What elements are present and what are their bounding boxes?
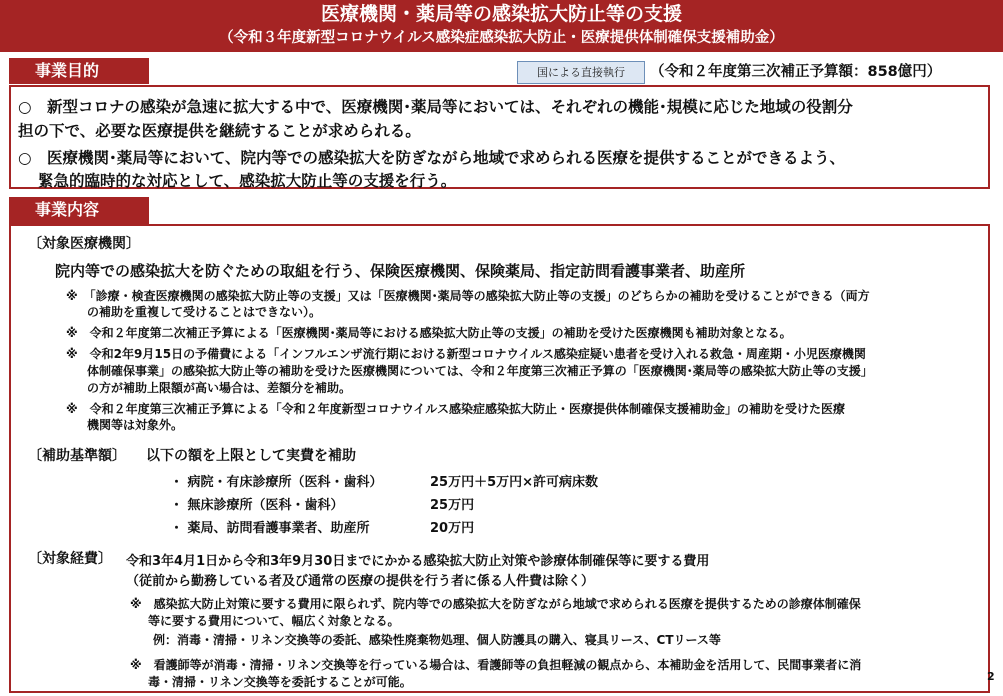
page-title: 医療機関・薬局等の感染拡大防止等の支援	[320, 3, 682, 25]
target-note: ※ 令和２年度第三次補正予算による「令和２年度新型コロナウイルス感染症感染拡大防止・医療提供体制確保支援補助金」の補助を受けた医療	[66, 402, 845, 416]
expenses-note: 等に要する費用について、幅広く対象となる。	[148, 614, 400, 628]
expenses-note: 毒・清掃・リネン交換等を委託することが可能。	[148, 675, 412, 689]
purpose-line: ○ 医療機関･薬局等において、院内等での感染拡大を防ぎながら地域で求められる医療を提供することができるよう、	[18, 149, 845, 167]
expenses-heading: 〔対象経費〕	[28, 551, 112, 567]
page-subtitle: （令和３年度新型コロナウイルス感染症感染拡大防止・医療提供体制確保支援補助金）	[219, 30, 784, 46]
target-note: 体制確保事業」の感染拡大防止等の補助を受けた医療機関については、令和２年度第三次補正予算の「医療機関･薬局等の感染拡大防止等の支援」	[87, 364, 873, 378]
target-heading: 〔対象医療機関〕	[28, 236, 140, 252]
expenses-main: 令和3年4月1日から令和3年9月30日までにかかる感染拡大防止対策や診療体制確保等に要する費用	[126, 554, 710, 569]
page-header	[0, 0, 1003, 52]
target-note: の方が補助上限額が高い場合は、差額分を補助。	[87, 381, 352, 395]
purpose-line: 担の下で、必要な医療提供を継続することが求められる。	[18, 122, 421, 140]
target-note: ※ 令和２年度第二次補正予算による「医療機関･薬局等における感染拡大防止等の支援」の補助を受けた医療機関も補助対象となる。	[66, 326, 792, 340]
purpose-tag: 事業目的	[9, 58, 149, 84]
direct-execution-label: 国による直接執行	[517, 61, 645, 84]
target-note: ※ 「診療・検査医療機関の感染拡大防止等の支援」又は「医療機関･薬局等の感染拡大防止等の支援」のどちらかの補助を受けることができる（両方	[66, 289, 870, 303]
subsidy-intro: 以下の額を上限として実費を補助	[146, 448, 356, 464]
expenses-note: ※ 看護師等が消毒・清掃・リネン交換等を行っている場合は、看護師等の負担軽減の観点から、本補助金を活用して、民間事業者に消	[130, 658, 862, 672]
subsidy-heading: 〔補助基準額〕	[28, 448, 126, 464]
purpose-line: ○ 新型コロナの感染が急速に拡大する中で、医療機関･薬局等においては、それぞれの機能･規模に応じた地域の役割分	[18, 98, 853, 116]
target-note: の補助を重複して受けることはできない）。	[87, 305, 322, 319]
budget-text: （令和２年度第三次補正予算額：858億円）	[650, 64, 942, 80]
expenses-example: 例：消毒・清掃・リネン交換等の委託、感染性廃棄物処理、個人防護具の購入、寝具リース、CTリース等	[153, 633, 721, 647]
subsidy-item-label: ・ 無床診療所（医科・歯科）	[170, 498, 344, 513]
subsidy-item-label: ・ 病院・有床診療所（医科・歯科）	[170, 475, 383, 490]
subsidy-item-amount: 25万円	[430, 498, 475, 513]
expenses-note: ※ 感染拡大防止対策に要する費用に限られず、院内等での感染拡大を防ぎながら地域で求められる医療を提供するための診療体制確保	[130, 597, 861, 611]
expenses-sub: （従前から勤務している者及び通常の医療の提供を行う者に係る人件費は除く）	[126, 574, 595, 589]
subsidy-item-amount: 20万円	[430, 521, 475, 536]
subsidy-item-amount: 25万円＋5万円×許可病床数	[430, 475, 599, 490]
page-number: 2	[987, 670, 995, 683]
purpose-line: 緊急的臨時的な対応として、感染拡大防止等の支援を行う。	[38, 172, 457, 190]
target-note: ※ 令和2年9月15日の予備費による「インフルエンザ流行期における新型コロナウイルス感染症疑い患者を受け入れる救急・周産期・小児医療機関	[66, 347, 866, 361]
content-tag: 事業内容	[9, 197, 149, 224]
subsidy-item-label: ・ 薬局、訪問看護事業者、助産所	[170, 521, 370, 536]
target-main: 院内等での感染拡大を防ぐための取組を行う、保険医療機関、保険薬局、指定訪問看護事業者、助産所	[55, 262, 746, 280]
target-note: 機関等は対象外。	[87, 418, 184, 432]
